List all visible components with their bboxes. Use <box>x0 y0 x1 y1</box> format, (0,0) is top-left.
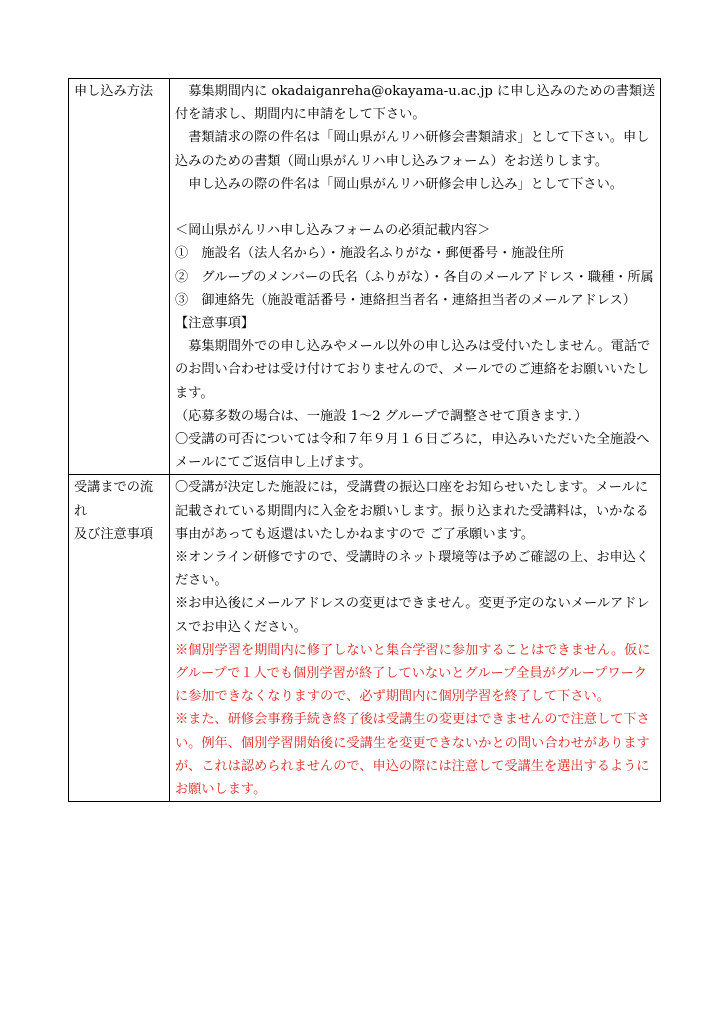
paragraph-out-of-period-notice: 募集期間外での申し込みやメール以外の申し込みは受付いたしません。電話でのお問い合わせは受け付けておりませんので、メールでのご連絡をお願いいたします。 <box>175 339 651 401</box>
row-content-flow-and-notes <box>170 475 661 802</box>
row-content-application-method <box>170 79 661 475</box>
requirement-item-1: ① 施設名（法人名から）・施設名ふりがな・郵便番号・施設住所 <box>175 246 565 262</box>
row-label-application-method <box>69 79 170 475</box>
label-text: 申し込み方法 <box>74 84 154 99</box>
paragraph-payment-notice: 〇受講が決定した施設には，受講費の振込口座をお知らせいたします。メールに記載されている期間内に入金をお願いします。振り込まれた受講料は，いかなる事由があっても返還はいたしかねますので ご了承願います。 <box>175 480 649 542</box>
paragraph-document-request-subject: 書類請求の際の件名は「岡山県がんリハ研修会書類請求」として下さい。申し込みのための書類（岡山県がんリハ申し込みフォーム）をお送りします。 <box>175 130 650 169</box>
label-text-line1: 受講までの流れ <box>74 480 154 519</box>
row-label-flow-and-notes <box>69 475 170 802</box>
requirement-item-3: ③ 御連絡先（施設電話番号・連絡担当者名・連絡担当者のメールアドレス） <box>175 292 636 308</box>
paragraph-email-change: ※お申込後にメールアドレスの変更はできません。変更予定のないメールアドレスでお申込ください。 <box>175 596 650 635</box>
table-row-flow-and-notes <box>69 475 661 802</box>
warning-individual-study: ※個別学習を期間内に修了しないと集合学習に参加することはできません。仮にグループで１人でも個別学習が終了していないとグループ全員がグループワークに参加できなくなりますので、必ず期間内に個別学習を終了して下さい。 <box>175 642 651 705</box>
paragraph-online-environment: ※オンライン研修ですので、受講時のネット環境等は予めご確認の上、お申込ください。 <box>175 550 650 589</box>
table-row-application-method <box>69 79 661 475</box>
form-requirements-heading: ＜岡山県がんリハ申し込みフォームの必須記載内容＞ <box>175 223 491 239</box>
info-table <box>68 78 661 802</box>
requirement-item-2: ② グループのメンバーの氏名（ふりがな）・各自のメールアドレス・職種・所属 <box>175 269 654 285</box>
warning-participant-change: ※また、研修会事務手続き終了後は受講生の変更はできませんので注意して下さい。例年、個別学習開始後に受講生を変更できないかとの問い合わせがありますが、これは認められませんので、申込の際には注意して受講生を選出するようにお願いします。 <box>175 712 650 798</box>
blank-line <box>175 196 656 219</box>
paragraph-application-period: 募集期間内に okadaiganreha@okayama-u.ac.jp に申し込みのための書類送付を請求し、期間内に申請をして下さい。 <box>175 84 656 123</box>
notes-heading: 【注意事項】 <box>175 316 255 332</box>
paragraph-many-applicants: （応募多数の場合は、一施設 1～2 グループで調整させて頂きます．） <box>175 408 588 424</box>
paragraph-acceptance-reply: 〇受講の可否については令和７年９月１６日ごろに，申込みいただいた全施設へメールにてご返信申し上げます。 <box>175 432 650 471</box>
label-text-line2: 及び注意事項 <box>74 526 154 542</box>
paragraph-application-subject: 申し込みの際の件名は「岡山県がんリハ研修会申し込み」として下さい。 <box>188 176 623 192</box>
